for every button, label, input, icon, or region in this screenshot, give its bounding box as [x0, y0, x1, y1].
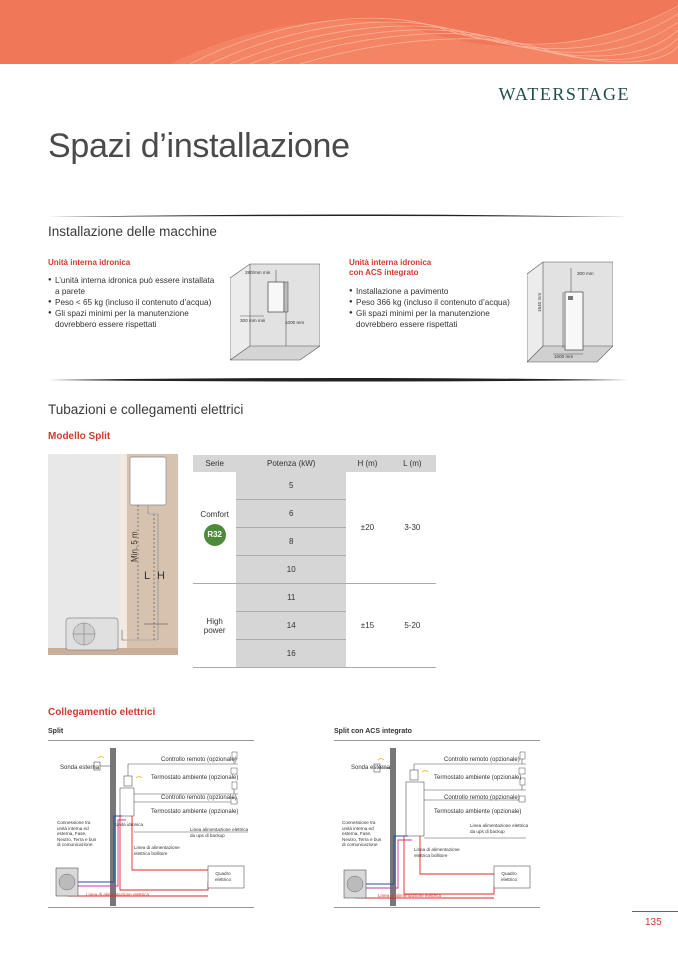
col-header: L (m) — [389, 455, 436, 472]
label-termostato: Termostato ambiente (opzionale) — [434, 775, 522, 781]
label-linea-backup — [470, 823, 528, 834]
label-line: Neutro, Terra e bus — [342, 836, 382, 842]
label-termostato: Termostato ambiente (opzionale) — [434, 809, 522, 815]
serie-cell — [193, 472, 236, 584]
fig2-label-side: 1640 mm — [537, 292, 542, 312]
list-item: ● Gli spazi minimi per la manutenzione dovrebbero essere rispettati — [48, 308, 216, 330]
list-item: ● Peso 366 kg (incluso il contenuto d’acqua) — [349, 297, 519, 308]
label-line: unità interna ed — [342, 825, 374, 831]
label-line: Quadro — [501, 871, 517, 876]
specs-table — [193, 455, 436, 668]
label-quadro — [501, 871, 517, 882]
label-line: di comunicazione — [57, 842, 93, 848]
floor-unit-clearance-figure — [527, 258, 613, 366]
label-linea-backup — [190, 827, 248, 838]
label-termostato: Termostato ambiente (opzionale) — [151, 809, 239, 815]
power-cell: 14 — [236, 612, 346, 640]
power-cell: 8 — [236, 528, 346, 556]
serie-cell — [193, 584, 236, 668]
fig-label-side: 300 mm min — [240, 318, 266, 323]
fig-label-H: H — [157, 570, 165, 582]
serie-comfort: Comfort — [200, 509, 229, 519]
right-unit-title — [349, 258, 431, 278]
power-cell: 11 — [236, 584, 346, 612]
fig-label-min: Min. 5 m — [130, 531, 139, 562]
label-line: elettrico — [215, 876, 232, 882]
page-title: Spazi d’installazione — [48, 127, 350, 165]
h-cell: ±15 — [346, 584, 389, 668]
label-controllo-remoto: Controllo remoto (opzionale) — [161, 757, 237, 763]
label-sonda: Sonda esterna — [60, 765, 100, 771]
diagram-rule — [334, 740, 540, 741]
page-number: 135 — [645, 917, 662, 928]
diagram-rule — [334, 907, 540, 908]
brand-logo: WATERSTAGE — [498, 84, 630, 104]
label-controllo-remoto: Controllo remoto (opzionale) — [161, 795, 237, 801]
label-linea-bollitore — [134, 845, 180, 856]
wall-unit-clearance-figure — [230, 260, 320, 368]
diagram-title-acs: Split con ACS integrato — [334, 728, 412, 735]
fig-label-L: L — [144, 570, 151, 582]
label-line: elettrica bollitore — [134, 850, 168, 856]
label-line: Linea alimentazione elettrica — [190, 827, 249, 832]
label-quadro — [215, 871, 231, 882]
list-item: ● L’unità interna idronica può essere installata a parete — [48, 275, 216, 297]
table-row — [193, 584, 436, 612]
serie-high: High — [206, 616, 223, 626]
model-title: Modello Split — [48, 431, 111, 442]
label-linea-bollitore — [414, 847, 460, 858]
list-item: ● Gli spazi minimi per la manutenzione dovrebbero essere rispettati — [349, 308, 519, 330]
l-cell: 5-20 — [389, 584, 436, 668]
diagram-title-split: Split — [48, 728, 64, 735]
fig2-label-top: 300 mm — [577, 271, 594, 276]
fig-label-top: 280/mm min — [245, 270, 271, 275]
left-unit-bullets — [48, 275, 216, 330]
label-line: Connessione tra — [342, 820, 376, 825]
page-number-rule — [632, 911, 678, 912]
label-line: da ups di backup — [470, 828, 505, 834]
label-linea-alimentazione: Linea di alimentazione elettrica — [86, 892, 150, 897]
power-cell: 16 — [236, 640, 346, 668]
label-line: Linea alimentazione elettrica — [470, 823, 529, 828]
header-banner — [0, 0, 678, 64]
l-cell: 3-30 — [389, 472, 436, 584]
section-heading-installazione: Installazione delle macchine — [48, 224, 217, 239]
label-line: elettrica bollitore — [414, 852, 448, 858]
col-header: Serie — [193, 455, 236, 472]
fig2-label-bottom: 1000 mm — [554, 354, 574, 359]
label-line: elettrico — [501, 876, 518, 882]
label-line: Linea di alimentazione — [134, 845, 180, 850]
label-linea-alimentazione: Linea di alimentazione elettrica — [378, 893, 442, 898]
label-controllo-remoto: Controllo remoto (opzionale) — [444, 757, 520, 763]
label-line: esterna, Fase, — [342, 831, 372, 837]
col-header: Potenza (kW) — [236, 455, 346, 472]
label-connessione — [342, 820, 381, 848]
fig-label-bottom: 1000 mm — [285, 320, 305, 325]
diagram-rule — [48, 907, 254, 908]
split-installation-figure — [48, 454, 178, 655]
label-line: unità interna ed — [57, 825, 89, 831]
collegamenti-heading: Collegamentio elettrici — [48, 707, 156, 718]
diagram-rule — [48, 740, 254, 741]
table-header-row — [193, 455, 436, 472]
label-connessione — [57, 820, 96, 848]
label-unita-idronica: Unità idronica — [115, 822, 144, 827]
power-cell: 6 — [236, 500, 346, 528]
right-unit-title-line1: Unità interna idronica — [349, 258, 432, 267]
section-heading-tubazioni: Tubazioni e collegamenti elettrici — [48, 402, 244, 417]
table-row — [193, 472, 436, 500]
serie-power: power — [203, 625, 226, 635]
section-divider — [48, 377, 628, 383]
label-line: Linea di alimentazione — [414, 847, 460, 852]
section-divider — [48, 213, 628, 219]
col-header: H (m) — [346, 455, 389, 472]
h-cell: ±20 — [346, 472, 389, 584]
label-sonda: Sonda esterna — [351, 765, 391, 771]
label-line: Quadro — [215, 871, 231, 876]
label-line: Connessione tra — [57, 820, 91, 825]
label-controllo-remoto: Controllo remoto (opzionale) — [444, 795, 520, 801]
power-cell: 10 — [236, 556, 346, 584]
right-unit-bullets — [349, 286, 519, 330]
list-item: ● Installazione a pavimento — [349, 286, 519, 297]
label-termostato: Termostato ambiente (opzionale) — [151, 775, 239, 781]
right-unit-title-line2: con ACS integrato — [349, 268, 419, 277]
power-cell: 5 — [236, 472, 346, 500]
label-line: di comunicazione — [342, 842, 378, 848]
list-item: ● Peso < 65 kg (incluso il contenuto d’acqua) — [48, 297, 216, 308]
label-line: Neutro, Terra e bus — [57, 836, 97, 842]
r32-badge: R32 — [204, 524, 226, 546]
label-line: da ups di backup — [190, 832, 225, 838]
left-unit-title: Unità interna idronica — [48, 258, 131, 267]
label-line: esterna, Fase, — [57, 831, 87, 837]
